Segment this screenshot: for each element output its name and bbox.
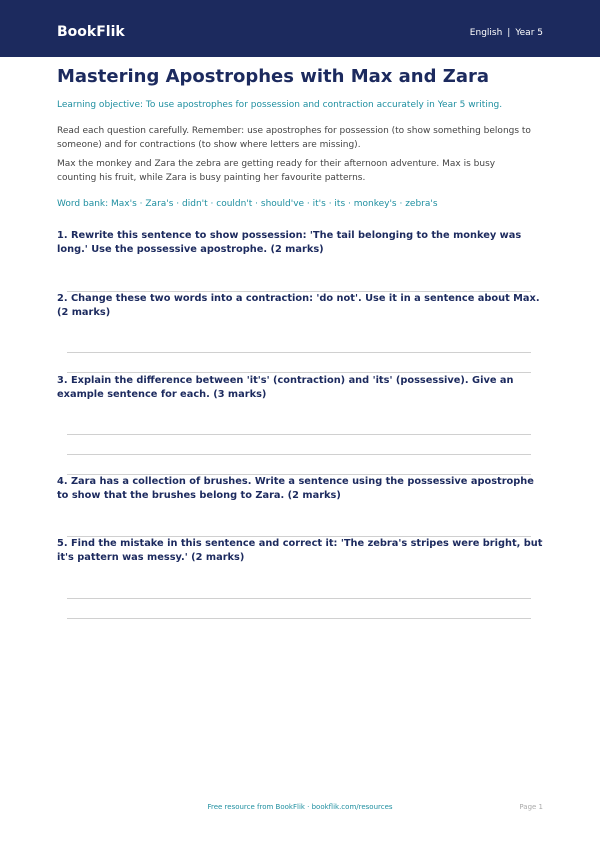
answer-line[interactable] <box>67 454 531 455</box>
subject-label: English <box>469 28 503 38</box>
answer-line[interactable] <box>67 618 531 619</box>
question-2: 2. Change these two words into a contraction: 'do not'. Use it in a sentence about Max. (2 marks) <box>57 293 540 318</box>
page-number: Page 1 <box>519 803 543 811</box>
word-bank: Word bank: Max's · Zara's · didn't · couldn't · should've · it's · its · monkey's · zebra's <box>57 199 438 209</box>
question-5: 5. Find the mistake in this sentence and correct it: 'The zebra's stripes were bright, but it's pattern was messy.' (2 marks) <box>57 538 543 563</box>
answer-line[interactable] <box>67 372 531 373</box>
answer-line[interactable] <box>67 598 531 599</box>
instructions-text: Read each question carefully. Remember: use apostrophes for possession (to show something belongs to someone) and for contractions (to show where letters are missing). <box>57 126 531 150</box>
learning-objective: Learning objective: To use apostrophes for possession and contraction accurately in Year 5 writing. <box>57 100 503 110</box>
page-header <box>0 0 600 57</box>
header-meta <box>470 28 543 38</box>
question-4: 4. Zara has a collection of brushes. Write a sentence using the possessive apostrophe to show that the brushes belong to Zara. (2 marks) <box>57 476 534 501</box>
meta-separator: | <box>507 28 511 38</box>
answer-line[interactable] <box>67 352 531 353</box>
question-1: 1. Rewrite this sentence to show possession: 'The tail belonging to the monkey was long.' Use the possessive apostrophe. (2 marks) <box>57 230 522 255</box>
page-title: Mastering Apostrophes with Max and Zara <box>57 66 489 87</box>
year-label: Year 5 <box>515 28 543 38</box>
question-3: 3. Explain the difference between 'it's' (contraction) and 'its' (possessive). Give an example sentence for each. (3 marks) <box>57 375 514 400</box>
footer-text[interactable]: Free resource from BookFlik · bookflik.com/resources <box>207 803 393 811</box>
brand-logo-text[interactable]: BookFlik <box>57 24 125 40</box>
story-text: Max the monkey and Zara the zebra are getting ready for their afternoon adventure. Max is busy counting his fruit, while Zara is busy painting her favourite patterns. <box>57 159 496 183</box>
answer-line[interactable] <box>67 434 531 435</box>
